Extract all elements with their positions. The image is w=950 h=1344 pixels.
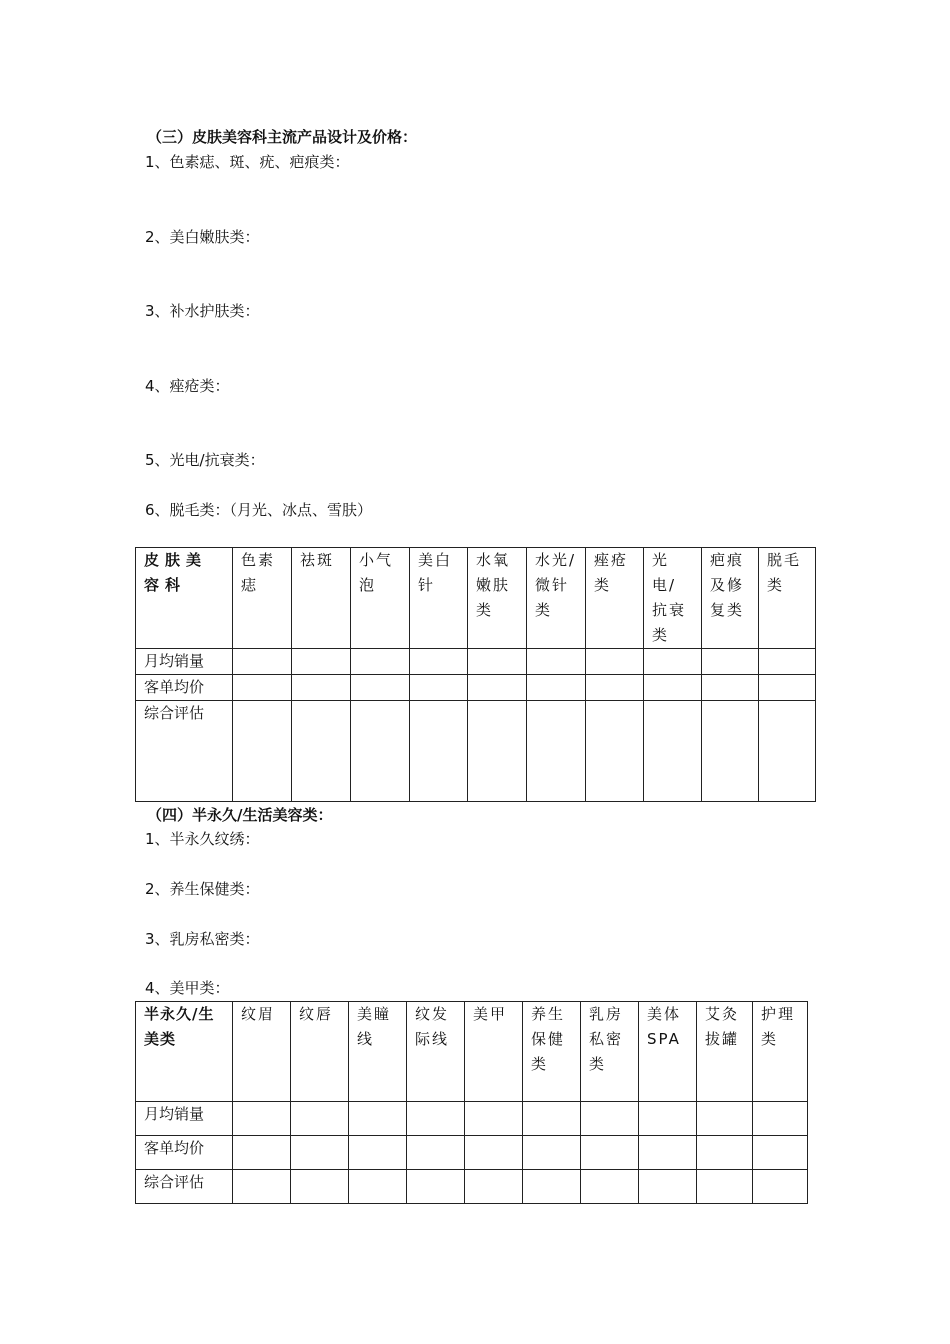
column-header: 美体SPA xyxy=(639,1002,697,1102)
table-cell xyxy=(753,1136,808,1170)
section3-item-5: 5、光电/抗衰类： xyxy=(145,451,265,469)
table-cell xyxy=(233,1170,291,1204)
column-header: 脱毛类 xyxy=(759,548,816,649)
section3-item-3: 3、补水护肤类： xyxy=(145,302,260,320)
table-cell xyxy=(465,1136,523,1170)
table-cell xyxy=(753,1170,808,1204)
row-label: 月均销量 xyxy=(136,1102,233,1136)
table-cell xyxy=(292,701,351,802)
table-cell xyxy=(702,701,759,802)
table-cell xyxy=(644,701,702,802)
table-cell xyxy=(233,1102,291,1136)
column-header: 美白针 xyxy=(410,548,468,649)
table-cell xyxy=(697,1102,753,1136)
table-cell xyxy=(759,649,816,675)
table-corner-label: 皮肤美容科 xyxy=(136,548,233,649)
table-cell xyxy=(233,1136,291,1170)
column-header: 小气泡 xyxy=(351,548,410,649)
table-cell xyxy=(291,1136,349,1170)
column-header: 色素痣 xyxy=(233,548,292,649)
table-header-row xyxy=(136,548,816,649)
table-cell xyxy=(465,1102,523,1136)
table-cell xyxy=(349,1170,407,1204)
section4-heading: （四）半永久/生活美容类： xyxy=(147,806,333,824)
column-header: 艾灸拔罐 xyxy=(697,1002,753,1102)
table-cell xyxy=(581,1136,639,1170)
table-cell xyxy=(233,649,292,675)
table-cell xyxy=(527,675,586,701)
table-cell xyxy=(697,1136,753,1170)
table-row xyxy=(136,675,816,701)
column-header: 乳房私密类 xyxy=(581,1002,639,1102)
table-cell xyxy=(523,1102,581,1136)
table-cell xyxy=(410,701,468,802)
table-row xyxy=(136,1170,808,1204)
column-header: 痤疮类 xyxy=(586,548,644,649)
table-cell xyxy=(581,1170,639,1204)
table-corner-label: 半永久/生美类 xyxy=(136,1002,233,1102)
table-cell xyxy=(407,1170,465,1204)
table-cell xyxy=(410,649,468,675)
section4-item-2: 2、养生保健类： xyxy=(145,880,260,898)
row-label: 综合评估 xyxy=(136,1170,233,1204)
column-header: 纹眉 xyxy=(233,1002,291,1102)
column-header: 美甲 xyxy=(465,1002,523,1102)
section4-item-4: 4、美甲类： xyxy=(145,979,230,997)
table-cell xyxy=(702,675,759,701)
section4-item-1: 1、半永久纹绣： xyxy=(145,830,260,848)
table-cell xyxy=(351,701,410,802)
row-label: 客单均价 xyxy=(136,675,233,701)
table-cell xyxy=(233,701,292,802)
section3-item-2: 2、美白嫩肤类： xyxy=(145,228,260,246)
table-cell xyxy=(697,1170,753,1204)
column-header: 光电/抗衰类 xyxy=(644,548,702,649)
column-header: 美瞳线 xyxy=(349,1002,407,1102)
table-row xyxy=(136,701,816,802)
table-cell xyxy=(233,675,292,701)
table-cell xyxy=(644,675,702,701)
section3-item-4: 4、痤疮类： xyxy=(145,377,230,395)
table-cell xyxy=(292,675,351,701)
column-header: 疤痕及修复类 xyxy=(702,548,759,649)
table-cell xyxy=(465,1170,523,1204)
table-cell xyxy=(468,649,527,675)
section3-item-6: 6、脱毛类：（月光、冰点、雪肤） xyxy=(145,501,373,519)
table-row xyxy=(136,649,816,675)
row-label: 综合评估 xyxy=(136,701,233,802)
section3-item-1: 1、色素痣、斑、疣、疤痕类： xyxy=(145,153,350,171)
table-cell xyxy=(759,701,816,802)
table-cell xyxy=(759,675,816,701)
row-label: 客单均价 xyxy=(136,1136,233,1170)
table-cell xyxy=(292,649,351,675)
table-cell xyxy=(291,1102,349,1136)
table-cell xyxy=(586,701,644,802)
table-cell xyxy=(349,1102,407,1136)
table-cell xyxy=(581,1102,639,1136)
table-cell xyxy=(523,1136,581,1170)
table-cell xyxy=(639,1136,697,1170)
table-cell xyxy=(527,701,586,802)
table-cell xyxy=(351,675,410,701)
skin-beauty-table xyxy=(135,547,816,802)
column-header: 水光/微针类 xyxy=(527,548,586,649)
table-cell xyxy=(523,1170,581,1204)
table-cell xyxy=(639,1102,697,1136)
table-cell xyxy=(527,649,586,675)
table-cell xyxy=(291,1170,349,1204)
section3-heading: （三）皮肤美容科主流产品设计及价格： xyxy=(147,128,418,146)
table-cell xyxy=(410,675,468,701)
table-cell xyxy=(407,1102,465,1136)
table-cell xyxy=(586,675,644,701)
semi-permanent-table xyxy=(135,1001,808,1204)
table-cell xyxy=(644,649,702,675)
row-label: 月均销量 xyxy=(136,649,233,675)
table-cell xyxy=(349,1136,407,1170)
table-cell xyxy=(586,649,644,675)
column-header: 护理类 xyxy=(753,1002,808,1102)
table-cell xyxy=(468,675,527,701)
table-cell xyxy=(753,1102,808,1136)
table-header-row xyxy=(136,1002,808,1102)
table-cell xyxy=(351,649,410,675)
column-header: 养生保健类 xyxy=(523,1002,581,1102)
column-header: 纹唇 xyxy=(291,1002,349,1102)
column-header: 水氧嫩肤类 xyxy=(468,548,527,649)
section4-item-3: 3、乳房私密类： xyxy=(145,930,260,948)
table-cell xyxy=(407,1136,465,1170)
table-row xyxy=(136,1136,808,1170)
column-header: 纹发际线 xyxy=(407,1002,465,1102)
column-header: 祛斑 xyxy=(292,548,351,649)
table-cell xyxy=(639,1170,697,1204)
table-cell xyxy=(702,649,759,675)
table-cell xyxy=(468,701,527,802)
table-row xyxy=(136,1102,808,1136)
